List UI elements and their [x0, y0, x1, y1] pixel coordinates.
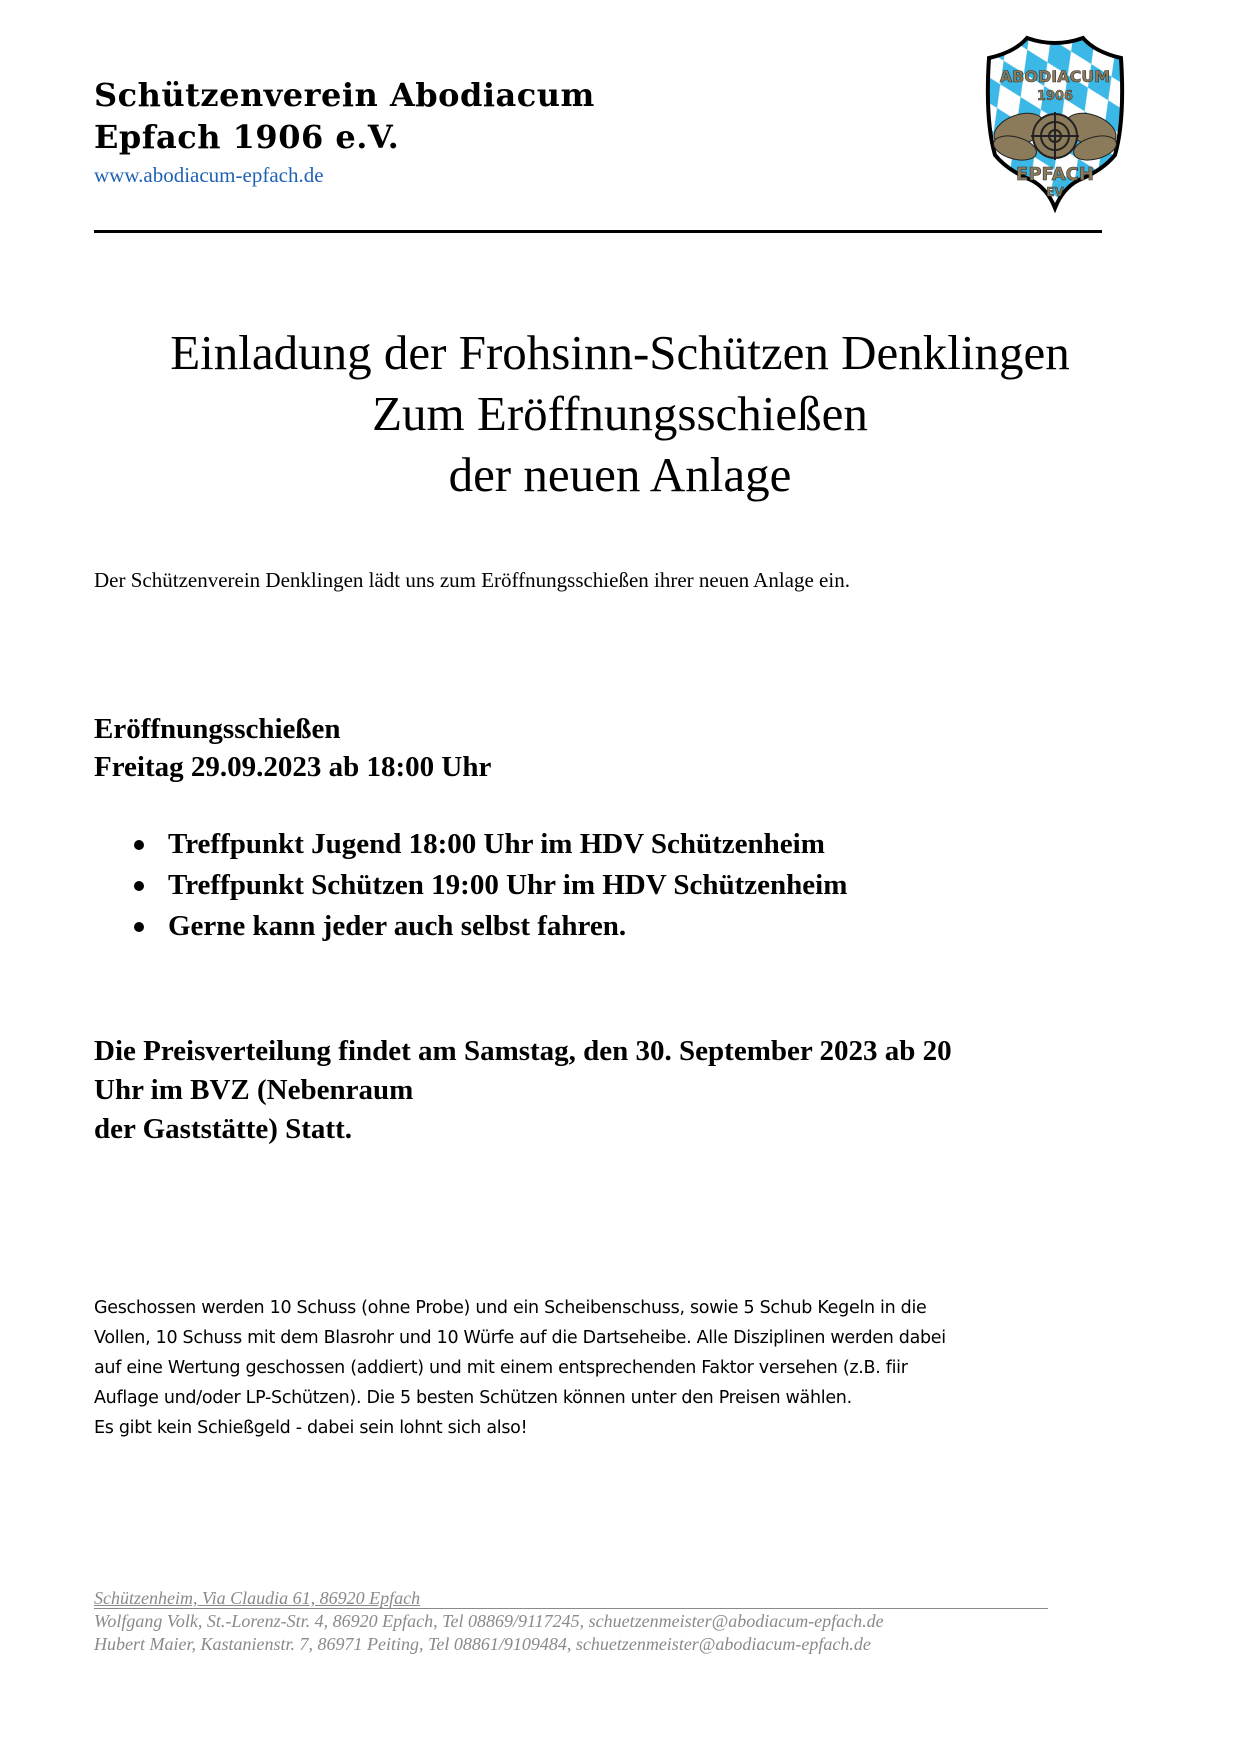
club-name-line2: Epfach 1906 e.V.: [94, 118, 400, 156]
footer: [94, 1587, 884, 1656]
list-item: Treffpunkt Jugend 18:00 Uhr im HDV Schützenheim: [130, 824, 847, 865]
bullet-icon: [134, 840, 144, 850]
page-title: [0, 322, 1240, 505]
bullet-icon: [134, 922, 144, 932]
list-item: Gerne kann jeder auch selbst fahren.: [130, 906, 847, 947]
list-item: Treffpunkt Schützen 19:00 Uhr im HDV Schützenheim: [130, 865, 847, 906]
footer-address: Schützenheim, Via Claudia 61, 86920 Epfach: [94, 1588, 421, 1608]
title-line1: Einladung der Frohsinn-Schützen Denklingen: [170, 325, 1070, 380]
title-line3: der neuen Anlage: [448, 447, 792, 502]
meeting-points-list: [130, 824, 847, 947]
footer-divider: [94, 1608, 1048, 1609]
competition-details: Geschossen werden 10 Schuss (ohne Probe) und ein Scheibenschuss, sowie 5 Schub Kegeln in die Vollen, 10 Schuss mit dem Blasrohr und 10 Würfe auf die Dartseheibe. Alle Disziplinen werden dabei auf eine Wertung geschossen (addiert) und mit einem entsprechenden Faktor versehen (z.B. fiir Auflage und/oder LP-Schützen). Die 5 besten Schützen können unter den Preisen wählen. Es gibt kein Schießgeld - dabei sein lohnt sich also!: [94, 1298, 946, 1438]
award-ceremony-text: Die Preisverteilung findet am Samstag, den 30. September 2023 ab 20 Uhr im BVZ (Nebenraum der Gaststätte) Statt.: [94, 1035, 952, 1145]
club-name-line1: Schützenverein Abodiacum: [94, 76, 595, 114]
event-heading: [94, 710, 491, 786]
svg-text:EV: EV: [1046, 185, 1064, 199]
intro-text: Der Schützenverein Denklingen lädt uns zum Eröffnungsschießen ihrer neuen Anlage ein.: [94, 568, 850, 592]
footer-contact-2: Hubert Maier, Kastanienstr. 7, 86971 Peiting, Tel 08861/9109484, schuetzenmeister@abodiacum-epfach.de: [94, 1634, 871, 1654]
svg-text:ABODIACUM: ABODIACUM: [999, 67, 1111, 86]
bullet-icon: [134, 881, 144, 891]
header-divider: [94, 230, 1102, 233]
event-date: Freitag 29.09.2023 ab 18:00 Uhr: [94, 751, 492, 783]
svg-text:1906: 1906: [1036, 89, 1074, 104]
event-title: Eröffnungsschießen: [94, 713, 341, 745]
title-line2: Zum Eröffnungsschießen: [372, 386, 868, 441]
club-website-link[interactable]: www.abodiacum-epfach.de: [94, 163, 324, 187]
club-name: [94, 74, 595, 158]
footer-contact-1: Wolfgang Volk, St.-Lorenz-Str. 4, 86920 Epfach, Tel 08869/9117245, schuetzenmeister@abodiacum-epfach.de: [94, 1611, 884, 1631]
club-crest-icon: [975, 30, 1135, 215]
svg-text:EPFACH: EPFACH: [1016, 164, 1094, 185]
